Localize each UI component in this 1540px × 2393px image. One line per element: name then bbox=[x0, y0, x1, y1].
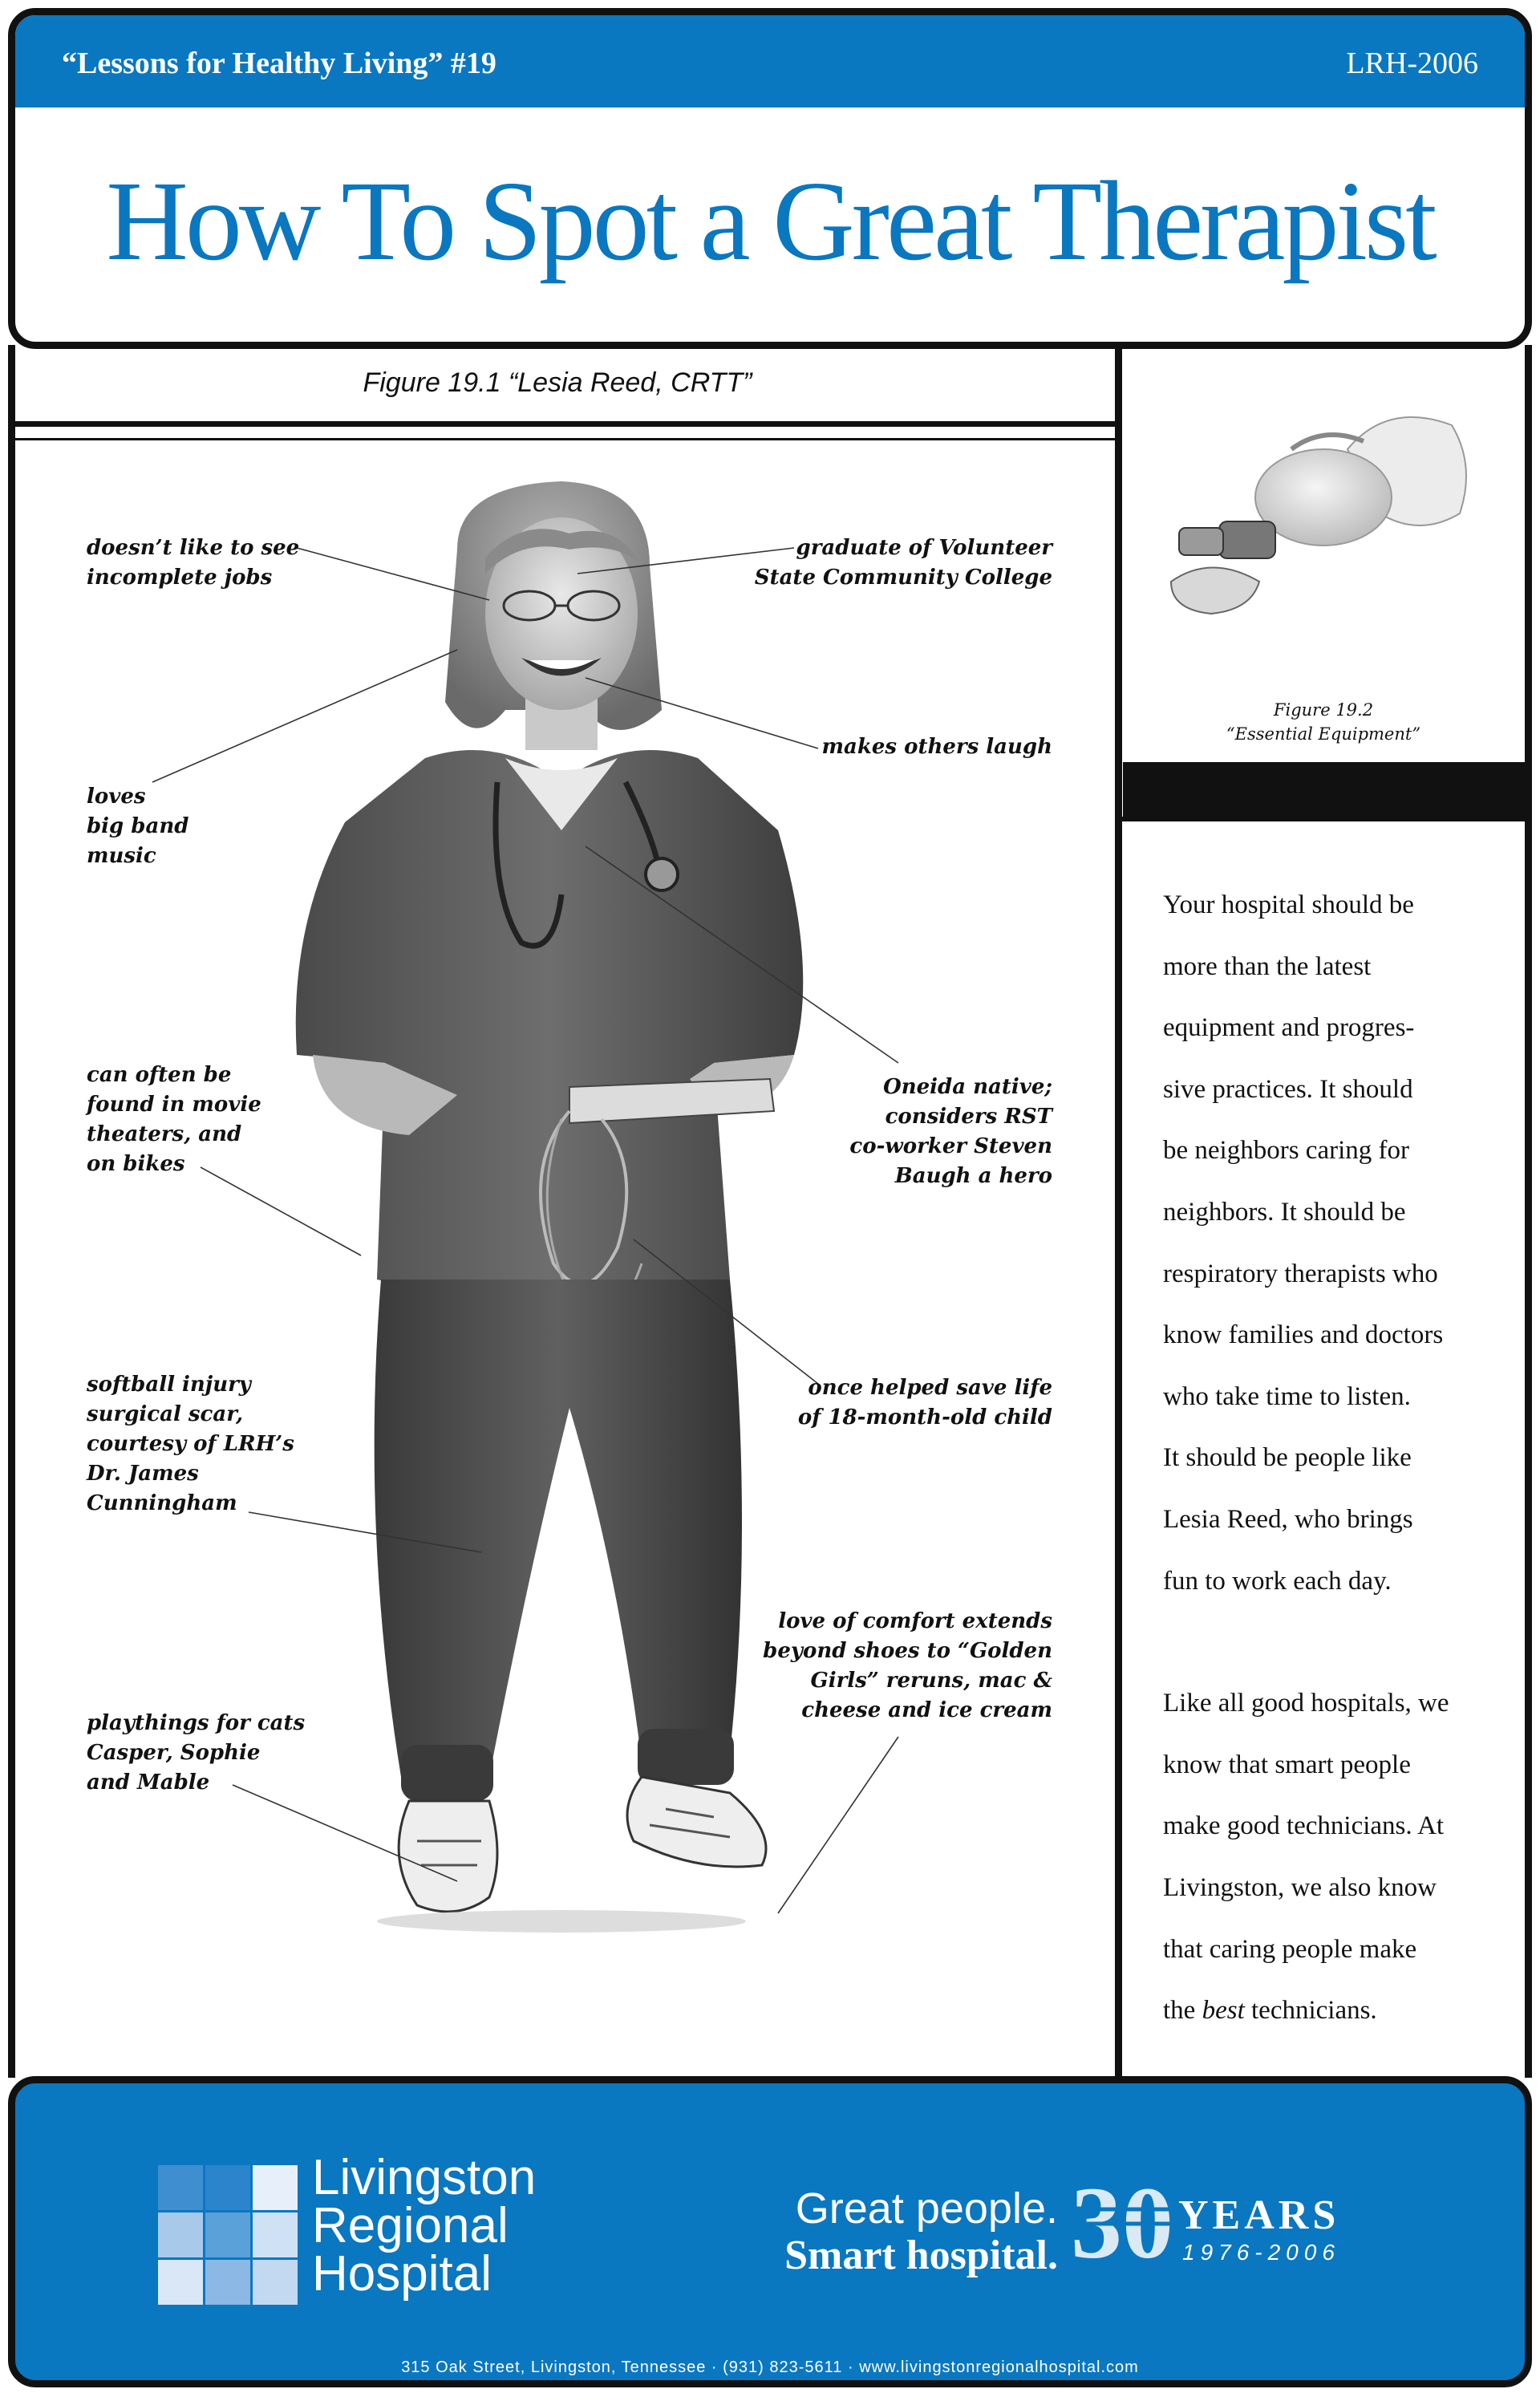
anniversary-30-logo bbox=[1066, 2168, 1178, 2272]
equipment-caption bbox=[1123, 698, 1524, 746]
body-line: know that smart people bbox=[1163, 1750, 1411, 1779]
anniversary-number: 30 bbox=[1071, 2168, 1173, 2272]
callout-line: surgical scar, bbox=[87, 1402, 244, 1426]
body-line: fun to work each day. bbox=[1163, 1566, 1392, 1596]
body-line: Lesia Reed, who brings bbox=[1163, 1504, 1413, 1534]
callout-line: makes others laugh bbox=[821, 735, 1052, 759]
caption-rule-top bbox=[8, 421, 1115, 427]
body-copy bbox=[1163, 874, 1516, 2042]
body-line: equipment and progres- bbox=[1163, 1013, 1415, 1043]
body-line: who take time to listen. bbox=[1163, 1381, 1411, 1411]
callout-line: courtesy of LRH’s bbox=[87, 1432, 294, 1456]
callout-line: Dr. James bbox=[87, 1462, 199, 1486]
body-line: Livingston, we also know bbox=[1163, 1872, 1437, 1902]
body-line: be neighbors caring for bbox=[1163, 1136, 1409, 1166]
body-line-last bbox=[1163, 1980, 1516, 2042]
caption-rule-bottom bbox=[8, 438, 1115, 440]
callout-line: considers RST bbox=[885, 1105, 1052, 1129]
column-divider bbox=[1115, 345, 1122, 2078]
callout-makes-laugh bbox=[690, 732, 1052, 762]
body-line: neighbors. It should be bbox=[1163, 1197, 1406, 1227]
header-bar bbox=[15, 15, 1525, 107]
hospital-name-line: Hospital bbox=[312, 2246, 492, 2302]
callout-line: of 18-month-old child bbox=[797, 1405, 1052, 1430]
hospital-name-line: Livingston bbox=[312, 2150, 537, 2205]
callout-playthings bbox=[87, 1709, 305, 1798]
callout-line: Casper, Sophie bbox=[87, 1741, 261, 1765]
body-line: respiratory therapists who bbox=[1163, 1259, 1438, 1288]
callout-line: incomplete jobs bbox=[87, 566, 273, 590]
emphasis-text: best bbox=[1202, 1996, 1245, 2026]
callout-line: softball injury bbox=[87, 1373, 251, 1397]
tagline-smart-hospital: Smart hospital. bbox=[784, 2233, 1058, 2278]
body-line: more than the latest bbox=[1163, 951, 1372, 981]
body-text-span: technicians. bbox=[1244, 1996, 1377, 2026]
address-line: 315 Oak Street, Livingston, Tennessee · (931) 823-5611 · www.livingstonregionalhospital.com bbox=[401, 2359, 1139, 2376]
figure-caption: Figure 19.1 “Lesia Reed, CRTT” bbox=[363, 367, 752, 398]
anniversary-word: YEARS bbox=[1178, 2192, 1340, 2238]
callout-line: graduate of Volunteer bbox=[796, 536, 1052, 560]
callout-line: on bikes bbox=[87, 1152, 185, 1176]
body-line: know families and doctors bbox=[1163, 1320, 1444, 1350]
body-text-span: the bbox=[1163, 1996, 1202, 2026]
callout-oneida bbox=[690, 1073, 1052, 1191]
callout-line: Oneida native; bbox=[883, 1075, 1052, 1099]
callout-line: found in movie bbox=[87, 1093, 261, 1117]
hospital-name bbox=[312, 2150, 537, 2302]
callout-softball-injury bbox=[87, 1370, 294, 1519]
callout-big-band bbox=[87, 782, 188, 871]
resuscitator-image bbox=[1123, 377, 1524, 690]
equipment-rule bbox=[1119, 817, 1532, 821]
anniversary-range: 1976-2006 bbox=[1182, 2240, 1340, 2265]
callout-line: Cunningham bbox=[87, 1491, 237, 1515]
callout-line: Baugh a hero bbox=[894, 1164, 1052, 1188]
callout-line: theaters, and bbox=[87, 1122, 242, 1146]
callout-comfort bbox=[690, 1607, 1052, 1726]
callout-line: beyond shoes to “Golden bbox=[763, 1639, 1052, 1663]
callout-line: loves bbox=[87, 785, 146, 809]
callout-line: and Mable bbox=[87, 1770, 210, 1795]
body-line: It should be people like bbox=[1163, 1443, 1412, 1473]
body-paragraph-2 bbox=[1163, 1673, 1516, 2042]
callout-graduate bbox=[690, 533, 1052, 593]
callout-line: Girls” reruns, mac & bbox=[810, 1669, 1052, 1693]
header bbox=[8, 8, 1532, 349]
right-border bbox=[1525, 345, 1532, 2078]
callout-saved-life bbox=[690, 1373, 1052, 1433]
body-line: that caring people make bbox=[1163, 1934, 1417, 1964]
body-line: make good technicians. At bbox=[1163, 1811, 1445, 1841]
footer bbox=[8, 2076, 1532, 2387]
page-title: How To Spot a Great Therapist bbox=[106, 157, 1434, 284]
callout-line: co-worker Steven bbox=[849, 1134, 1052, 1158]
callout-line: love of comfort extends bbox=[778, 1609, 1052, 1633]
equipment-caption-line1: Figure 19.2 bbox=[1273, 700, 1374, 720]
callout-line: music bbox=[87, 844, 156, 868]
callout-line: State Community College bbox=[754, 566, 1052, 590]
callout-line: big band bbox=[87, 814, 189, 838]
code-label: LRH-2006 bbox=[1346, 47, 1478, 80]
callout-line: can often be bbox=[87, 1063, 232, 1087]
callout-line: once helped save life bbox=[808, 1376, 1052, 1400]
body-line: Like all good hospitals, we bbox=[1163, 1689, 1449, 1718]
callout-movie-theaters bbox=[87, 1061, 261, 1179]
callout-incomplete-jobs bbox=[87, 533, 299, 593]
body-line: Your hospital should be bbox=[1163, 890, 1414, 919]
equipment-caption-line2: “Essential Equipment” bbox=[1226, 724, 1421, 744]
hospital-logo-icon bbox=[158, 2165, 298, 2306]
therapist-photo bbox=[8, 445, 1115, 2074]
callout-line: doesn’t like to see bbox=[87, 536, 300, 560]
body-line: sive practices. It should bbox=[1163, 1074, 1413, 1104]
tagline-great-people: Great people. bbox=[795, 2184, 1058, 2233]
hospital-name-line: Regional bbox=[312, 2198, 509, 2253]
callout-line: playthings for cats bbox=[87, 1711, 306, 1735]
black-band bbox=[1123, 762, 1532, 817]
series-label: “Lessons for Healthy Living” #19 bbox=[62, 47, 496, 80]
callout-line: cheese and ice cream bbox=[801, 1698, 1052, 1722]
body-paragraph-1 bbox=[1163, 874, 1516, 1612]
